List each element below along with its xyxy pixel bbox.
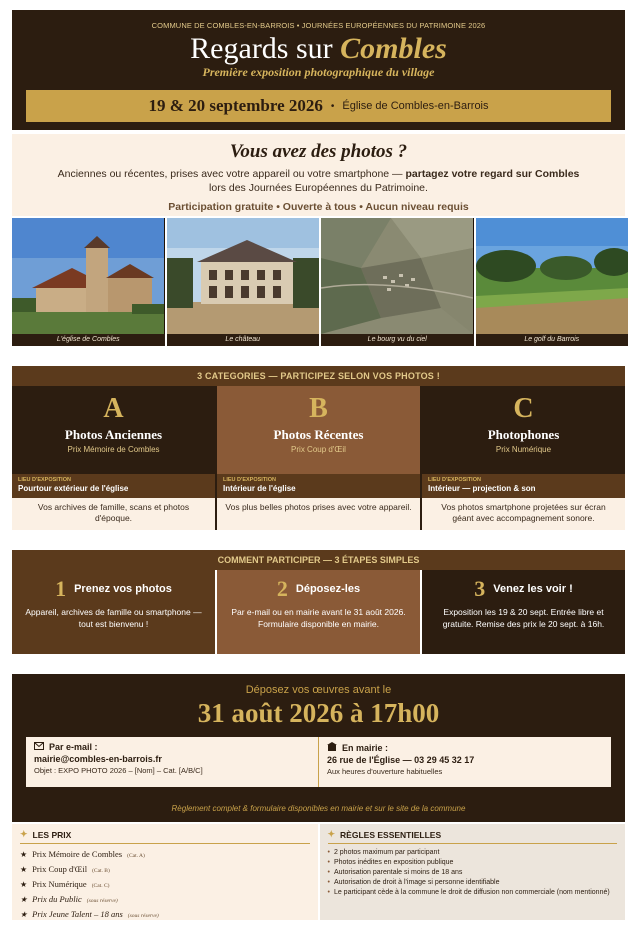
- categories-section: [12, 366, 625, 530]
- category-prize: Prix Coup d'Œil: [291, 445, 346, 454]
- category-name: Photophones: [487, 427, 560, 442]
- rule-text: Le participant cède à la commune le droit de diffusion non commerciale (nom mentionné): [333, 889, 610, 896]
- deadline-section: [12, 674, 625, 822]
- rule-text: Autorisation parentale si moins de 18 ans: [333, 869, 463, 876]
- photo-caption: Le château: [167, 334, 320, 346]
- intro-question: Vous avez des photos ?: [229, 141, 408, 162]
- intro-text: [12, 167, 625, 195]
- email-label-row: [34, 742, 310, 752]
- prize-name: Prix Coup d'Œil: [32, 864, 88, 874]
- step-1: [12, 570, 215, 654]
- category-a: [12, 386, 215, 530]
- location-label: LIEU D'EXPOSITION: [223, 477, 276, 483]
- rules-heading: RÈGLES ESSENTIELLES: [340, 829, 442, 840]
- rule-text: Photos inédites en exposition publique: [333, 859, 454, 866]
- rules-header: [328, 829, 618, 844]
- mairie-label-row: [327, 742, 603, 753]
- rule-text: 2 photos maximum par participant: [333, 849, 440, 856]
- category-description: Vos plus belles photos prises avec votre appareil.: [217, 498, 420, 530]
- location-label: LIEU D'EXPOSITION: [18, 477, 71, 483]
- category-location: [422, 474, 625, 498]
- prize-name: Prix Mémoire de Combles: [32, 849, 123, 859]
- prizes-header: [20, 829, 310, 844]
- category-c: [422, 386, 625, 530]
- category-description: Vos photos smartphone projetées sur écran géant avec accompagnement sonore.: [422, 498, 625, 530]
- title-plain: Regards sur: [190, 32, 333, 65]
- star-icon: ★: [20, 895, 28, 904]
- church-image: [12, 218, 165, 334]
- steps-section: [12, 550, 625, 654]
- location-value: Pourtour extérieur de l'église: [18, 484, 129, 493]
- prize-item: [20, 848, 310, 863]
- bottom-section: [12, 824, 625, 920]
- header-top-line: COMMUNE DE COMBLES-EN-BARROIS • JOURNÉES EUROPÉENNES DU PATRIMOINE 2026: [151, 21, 486, 30]
- diamond-icon: ✦: [20, 829, 28, 839]
- title-accent: Combles: [340, 32, 447, 65]
- steps-heading: COMMENT PARTICIPER — 3 ÉTAPES SIMPLES: [12, 550, 625, 570]
- category-b: [217, 386, 420, 530]
- prizes-heading: LES PRIX: [32, 829, 72, 840]
- location-label: LIEU D'EXPOSITION: [428, 477, 481, 483]
- event-dates: 19 & 20 septembre 2026: [148, 96, 323, 115]
- photo-aerial: [321, 218, 474, 346]
- email-address[interactable]: mairie@combles-en-barrois.fr: [34, 754, 162, 764]
- date-separator: •: [330, 100, 335, 112]
- email-column: [26, 737, 319, 787]
- castle-image: [167, 218, 320, 334]
- bullet-icon: •: [327, 869, 330, 876]
- step-description: Appareil, archives de famille ou smartphone — tout est bienvenu !: [25, 607, 202, 629]
- category-location: [217, 474, 420, 498]
- intro-text-bold: partagez votre regard sur Combles: [405, 168, 580, 180]
- deadline-lead: Déposez vos œuvres avant le: [245, 684, 392, 696]
- prize-category: (sous réserve): [86, 898, 118, 904]
- star-icon: ★: [20, 865, 28, 874]
- category-letter: C: [513, 393, 534, 424]
- prize-category: (Cat. B): [92, 868, 110, 874]
- category-name: Photos Anciennes: [64, 427, 163, 442]
- prize-item: [20, 878, 310, 893]
- rules-list: [328, 848, 618, 898]
- step-title: Prenez vos photos: [74, 583, 172, 595]
- prize-item: [20, 908, 310, 923]
- intro-text-end: lors des Journées Européennes du Patrimoine.: [209, 182, 428, 194]
- date-bar: [26, 90, 611, 122]
- category-letter: A: [103, 393, 124, 424]
- category-prize: Prix Mémoire de Combles: [67, 445, 160, 454]
- prize-item: [20, 893, 310, 908]
- category-letter: B: [309, 393, 328, 424]
- mairie-label: En mairie :: [342, 742, 389, 753]
- aerial-image: [321, 218, 474, 334]
- prize-name: Prix Numérique: [32, 879, 87, 889]
- rules-note: Règlement complet & formulaire disponibles en mairie et sur le site de la commune: [171, 804, 466, 813]
- star-icon: ★: [20, 910, 28, 919]
- diamond-icon: ✦: [327, 829, 336, 839]
- prizes-column: [12, 824, 318, 920]
- photo-caption: Le bourg vu du ciel: [321, 334, 474, 346]
- rule-text: Autorisation de droit à l'image si personne identifiable: [333, 879, 500, 886]
- email-subject: Objet : EXPO PHOTO 2026 – [Nom] – Cat. [A/B/C]: [34, 766, 203, 775]
- prize-category: (Cat. A): [127, 853, 145, 859]
- rule-item: [328, 848, 618, 858]
- bullet-icon: •: [327, 879, 330, 886]
- photo-strip: [12, 218, 628, 346]
- bullet-icon: •: [327, 849, 330, 856]
- prize-category: (Cat. C): [91, 883, 110, 889]
- rule-item: [328, 888, 618, 898]
- submission-box: [26, 737, 611, 787]
- intro-tags: Participation gratuite • Ouverte à tous • Aucun niveau requis: [168, 201, 469, 213]
- prize-category: (sous réserve): [127, 913, 159, 919]
- page-subtitle: Première exposition photographique du village: [202, 65, 435, 79]
- intro-section: [12, 134, 625, 216]
- step-title: Venez les voir !: [493, 583, 573, 595]
- mairie-hours: Aux heures d'ouverture habituelles: [327, 767, 443, 776]
- category-prize: Prix Numérique: [495, 445, 552, 454]
- star-icon: ★: [20, 880, 28, 889]
- step-number: 1: [55, 576, 67, 601]
- photo-caption: L'église de Combles: [12, 334, 165, 346]
- mairie-address: 26 rue de l'Église — 03 29 45 32 17: [327, 755, 475, 765]
- rule-item: [328, 878, 618, 888]
- rule-item: [328, 858, 618, 868]
- golf-image: [476, 218, 629, 334]
- photo-caption: Le golf du Barrois: [476, 334, 629, 346]
- photo-church: [12, 218, 165, 346]
- step-description: Exposition les 19 & 20 sept. Entrée libre et gratuite. Remise des prix le 20 sept. à 16h.: [442, 607, 605, 629]
- prize-name: Prix Jeune Talent – 18 ans: [32, 909, 123, 919]
- prize-item: [20, 863, 310, 878]
- prize-name: Prix du Public: [32, 894, 82, 904]
- bullet-icon: •: [327, 859, 330, 866]
- category-location: [12, 474, 215, 498]
- categories-heading: 3 CATEGORIES — PARTICIPEZ SELON VOS PHOTOS !: [12, 366, 625, 386]
- rules-column: [320, 824, 626, 920]
- step-number: 3: [474, 576, 486, 601]
- photo-golf: [476, 218, 629, 346]
- step-number: 2: [276, 576, 288, 601]
- rule-item: [328, 868, 618, 878]
- email-label: Par e-mail :: [49, 742, 98, 752]
- event-place: Église de Combles-en-Barrois: [342, 100, 489, 112]
- page-title: [12, 33, 625, 65]
- intro-text-plain: Anciennes ou récentes, prises avec votre appareil ou votre smartphone —: [57, 168, 403, 180]
- category-name: Photos Récentes: [273, 427, 364, 442]
- location-value: Intérieur de l'église: [223, 484, 296, 493]
- mairie-column: [319, 737, 611, 787]
- photo-castle: [167, 218, 320, 346]
- location-value: Intérieur — projection & son: [428, 484, 536, 493]
- step-2: [217, 570, 420, 654]
- prizes-list: [20, 848, 310, 923]
- bullet-icon: •: [327, 889, 330, 896]
- step-description: Par e-mail ou en mairie avant le 31 août 2026. Formulaire disponible en mairie.: [231, 607, 406, 629]
- category-description: Vos archives de famille, scans et photos d'époque.: [12, 498, 215, 530]
- building-icon: [327, 742, 337, 753]
- header-banner: [12, 10, 625, 130]
- step-3: [422, 570, 625, 654]
- step-title: Déposez-les: [295, 583, 361, 595]
- deadline-date: 31 août 2026 à 17h00: [197, 698, 440, 728]
- envelope-icon: [34, 742, 44, 752]
- star-icon: ★: [20, 850, 28, 859]
